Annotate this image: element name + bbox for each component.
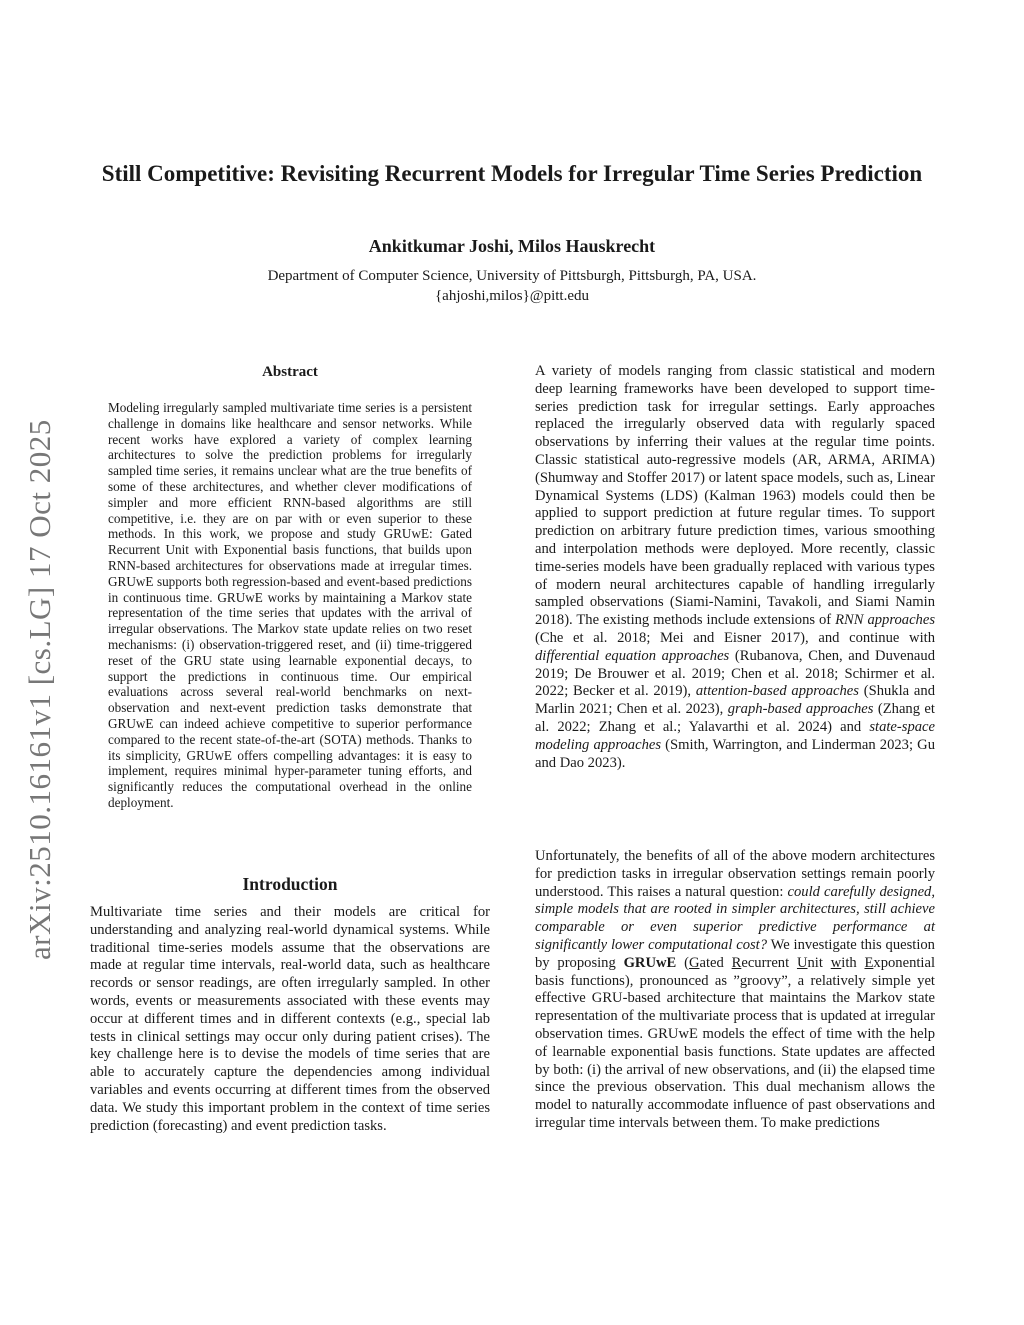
abstract-text: Modeling irregularly sampled multivariate time series is a persistent challenge in domains like healthcare and sensor networks. While recent works have explored a variety of complex learning architectures to solve the prediction problems for irregularly sampled time series, it remains unclear what are the true benefits of some of these architectures, and whether clever modifications of simpler and more efficient RNN-based algorithms are still competitive, i.e. they are on par with or even superior to these methods. In this work, we propose and study GRUwE: Gated Recurrent Unit with Exponential basis functions, that builds upon RNN-based architectures for observations made at irregular times. GRUwE supports both regression-based and event-based predictions in continuous time. GRUwE works by maintaining a Markov state representation of the time series that updates with the arrival of irregular observations. The Markov state update relies on two reset mechanisms: (i) observation-triggered reset, and (ii) time-triggered reset of the GRU state using learnable exponential decays, to support the predictions in continuous time. Our empirical evaluations across several real-world benchmarks on next-observation and next-event prediction tasks demonstrate that GRUwE can indeed achieve competitive to superior performance compared to the recent state-of-the-art (SOTA) methods. Thanks to its simplicity, GRUwE offers compelling advantages: it is easy to implement, requires minimal hyper-parameter tuning efforts, and significantly reduces the computational overhead in the online deployment. (108, 400, 472, 810)
affiliation-block (90, 266, 934, 306)
paper-title: Still Competitive: Revisiting Recurrent Models for Irregular Time Series Prediction (101, 161, 923, 186)
introduction-text: Multivariate time series and their models are critical for understanding and analyzing real-world dynamical systems. While traditional time-series models assume that the observations are made at regular time intervals, real-world data, such as healthcare records or sensor readings, are often irregularly sampled. In other words, events or measurements associated with these events may occur at different times and in different contexts (e.g., special lab tests in clinical settings may occur only during patient crises). The key challenge here is to devise the models of time series that are able to accurately capture the dependencies among individual variables and events occurring at different times from the observed data. We study this important problem in the context of time series prediction (forecasting) and event prediction tasks. (90, 904, 490, 1134)
affiliation: Department of Computer Science, University of Pittsburgh, Pittsburgh, PA, USA. (267, 268, 757, 284)
motivation-paragraph: Unfortunately, the benefits of all of the above modern architectures for prediction tasks in irregular observation settings remain poorly understood. This raises a natural question: could carefully designed, simple models that are rooted in simpler architectures, still achieve comparable or even superior predictive performance at significantly lower computational cost? We investigate this question by proposing GRUwE (Gated Recurrent Unit with Exponential basis functions), pronounced as ”groovy”, a relatively simple yet effective GRU-based architecture that maintains the Markov state representation of the multivariate process that is updated at irregular observation times. GRUwE models the effect of time with the help of learnable exponential basis functions. State updates are affected by both: (i) the arrival of new observations, and (ii) the elapsed time since the previous observation. This dual mechanism allows the model to naturally accommodate influence of past observations and irregular time intervals between them. To make predictions (535, 848, 936, 1131)
author-email: {ahjoshi,milos}@pitt.edu (434, 288, 590, 304)
introduction-heading: Introduction (242, 874, 338, 894)
related-work-paragraph: A variety of models ranging from classic statistical and modern deep learning frameworks have been developed to support time-series prediction task for irregular settings. Early approaches replaced the irregularly observed data with regularly spaced observations by inferring their values at the regular time points. Classic statistical auto-regressive models (AR, ARMA, ARIMA) (Shumway and Stoffer 2017) or latent space models, such as, Linear Dynamical Systems (LDS) (Kalman 1963) models could then be applied to support prediction at future regular times. To support prediction on arbitrary future prediction times, various smoothing and interpolation methods were deployed. More recently, classic time-series models have been gradually replaced with various types of modern neural architectures capable of handling irregularly sampled observations (Siami-Namini, Tavakoli, and Siami Namin 2018). The existing methods include extensions of RNN approaches (Che et al. 2018; Mei and Eisner 2017), and continue with differential equation approaches (Rubanova, Chen, and Duvenaud 2019; De Brouwer et al. 2019; Chen et al. 2018; Schirmer et al. 2022; Becker et al. 2019), attention-based approaches (Shukla and Marlin 2021; Chen et al. 2023), graph-based approaches (Zhang et al. 2022; Zhang et al.; Yalavarthi et al. 2024) and state-space modeling approaches (Smith, Warrington, and Linderman 2023; Gu and Dao 2023). (535, 363, 936, 771)
abstract-heading: Abstract (262, 364, 318, 380)
paper-authors: Ankitkumar Joshi, Milos Hauskrecht (368, 236, 656, 256)
arxiv-side-label: arXiv:2510.16161v1 [cs.LG] 17 Oct 2025 (22, 419, 57, 960)
